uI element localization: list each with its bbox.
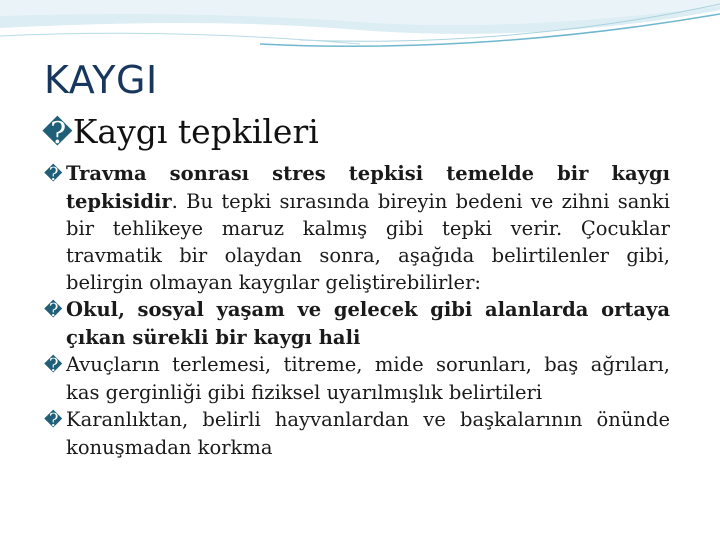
list-item xyxy=(44,296,670,351)
bold-lead-text: Okul, sosyal yaşam ve gelecek gibi alanlarda ortaya çıkan sürekli bir kaygı hali xyxy=(66,298,670,349)
list-item xyxy=(44,351,670,406)
body-text: Karanlıktan, belirli hayvanlardan ve başkalarının önünde konuşmadan korkma xyxy=(66,408,670,459)
bullet-icon: � xyxy=(42,116,73,151)
bullet-list xyxy=(44,160,670,461)
bullet-icon: � xyxy=(44,300,63,321)
slide-subtitle xyxy=(42,112,319,151)
subtitle-text: Kaygı tepkileri xyxy=(72,112,319,151)
bullet-icon: � xyxy=(44,355,63,376)
list-item xyxy=(44,160,670,296)
bullet-icon: � xyxy=(44,410,63,431)
bold-lead-text: Travma sonrası stres tepkisi temelde bir kaygı tepkisidir xyxy=(66,162,670,213)
body-text: . Bu tepki sırasında bireyin bedeni ve zihni sanki bir tehlikeye maruz kalmış gibi tepki verir. Çocuklar travmatik bir olaydan sonra, aşağıda belirtilenler gibi, belirgin olmayan kaygılar geliştirebilirler: xyxy=(66,190,670,294)
list-item xyxy=(44,406,670,461)
bullet-icon: � xyxy=(44,164,63,185)
decorative-wave-banner xyxy=(0,0,720,60)
slide-title: KAYGI xyxy=(44,58,158,102)
body-text: Avuçların terlemesi, titreme, mide sorunları, baş ağrıları, kas gerginliği gibi fiziksel uyarılmışlık belirtileri xyxy=(66,353,670,404)
